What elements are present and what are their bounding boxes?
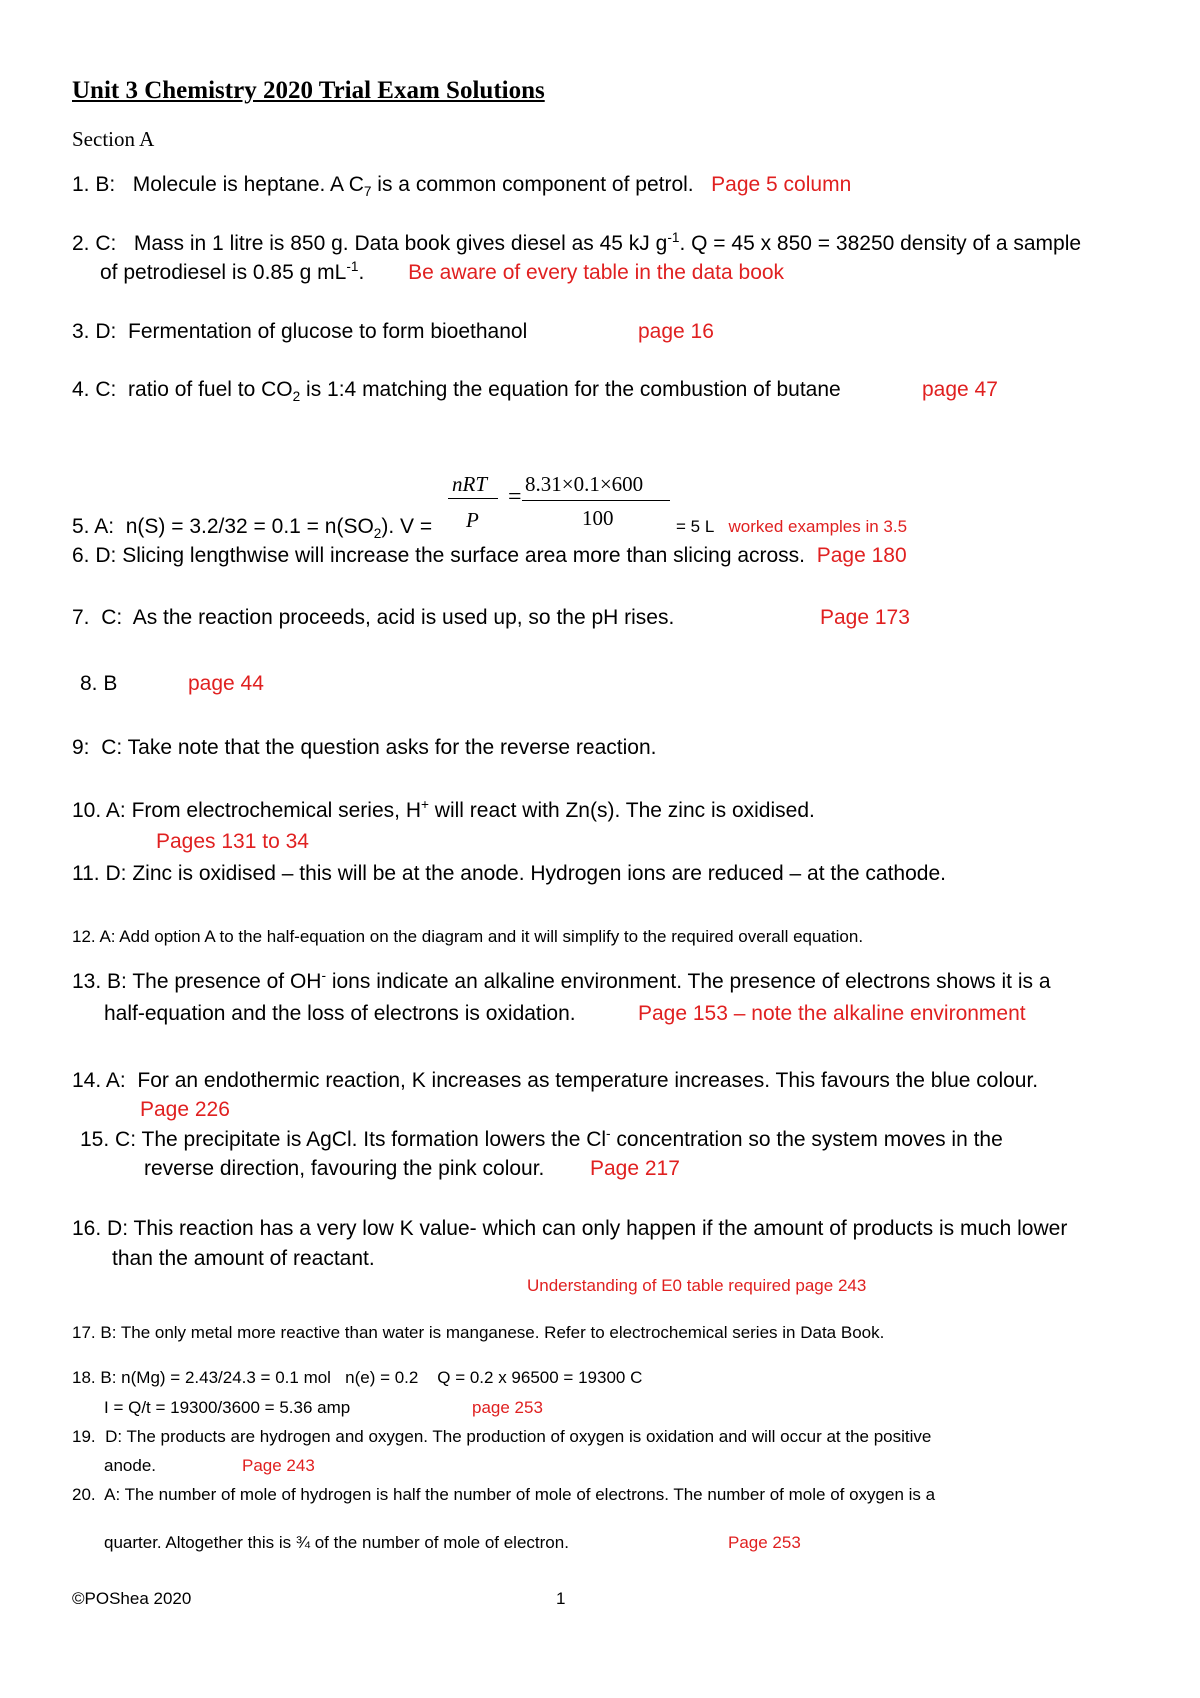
answer-q18-line2 <box>104 1397 350 1419</box>
answer-q7 <box>72 605 674 631</box>
q-num: 12. <box>72 927 96 946</box>
answer-q13-line2 <box>104 1001 576 1027</box>
q-text: Slicing lengthwise will increase the surface area more than slicing across. <box>122 544 806 567</box>
subscript: 7 <box>363 184 372 200</box>
q-num: 6. <box>72 544 90 567</box>
q-num: 18. <box>72 1368 96 1387</box>
q-ans: A: <box>99 927 116 946</box>
page-reference: page 44 <box>188 672 264 695</box>
q-ans: A: <box>105 1069 126 1092</box>
q-num: 5. <box>72 515 90 538</box>
answer-q15 <box>80 1127 1003 1153</box>
q-ans: C: <box>101 606 123 629</box>
q-text: The products are hydrogen and oxygen. The production of oxygen is oxidation and will occur at the positive <box>126 1427 932 1446</box>
answer-q19-line2 <box>104 1455 156 1477</box>
answer-q9 <box>72 735 656 761</box>
page-title: Unit 3 Chemistry 2020 Trial Exam Solutions <box>72 77 545 104</box>
q-text: The precipitate is AgCl. Its formation lowers the Cl <box>141 1128 607 1151</box>
answer-q2 <box>72 231 1081 257</box>
superscript: -1 <box>346 259 359 274</box>
q-num: 17. <box>72 1323 96 1342</box>
answer-q5 <box>72 514 432 540</box>
page-reference: page 253 <box>472 1398 543 1417</box>
page-reference: page 47 <box>922 378 998 401</box>
q-num: 3. <box>72 320 90 343</box>
q-text: As the reaction proceeds, acid is used up, so the pH rises. <box>132 606 675 629</box>
q-num: 14. <box>72 1069 102 1092</box>
q-text-cont: . <box>358 261 365 284</box>
subscript: 2 <box>292 389 301 405</box>
q-ans: C: <box>95 232 117 255</box>
q-num: 8. <box>80 672 98 695</box>
q-text-cont: is a common component of petrol. <box>371 173 694 196</box>
q-text: Fermentation of glucose to form bioethanol <box>128 320 528 343</box>
fraction-numerator-nrt: nRT <box>452 472 488 496</box>
q-ans: C: <box>101 736 123 759</box>
page-reference: Understanding of E0 table required page 243 <box>527 1276 867 1295</box>
q-text: Add option A to the half-equation on the diagram and it will simplify to the required overall equation. <box>119 927 864 946</box>
q-text-cont: concentration so the system moves in the <box>610 1128 1003 1151</box>
fraction-bar <box>448 498 498 499</box>
q-num: 15. <box>80 1128 110 1151</box>
q-text: From electrochemical series, H <box>131 799 421 822</box>
q-text: Mass in 1 litre is 850 g. Data book gives diesel as 45 kJ g <box>133 232 668 255</box>
q-text: Molecule is heptane. A C <box>132 173 364 196</box>
q-text-cont: ions indicate an alkaline environment. The presence of electrons shows it is a <box>326 970 1051 993</box>
q-num: 2. <box>72 232 90 255</box>
footer-copyright: ©POShea 2020 <box>72 1589 192 1608</box>
answer-q12 <box>72 926 863 948</box>
q-num: 1. <box>72 173 90 196</box>
q5-result: = 5 L <box>676 517 715 536</box>
answer-q13 <box>72 969 1051 995</box>
q-num: 11. <box>72 862 100 885</box>
fraction-denominator-p: P <box>466 508 479 532</box>
equals-sign: = <box>508 484 522 510</box>
q-text: I = Q/t = 19300/3600 = 5.36 amp <box>104 1398 351 1417</box>
q-text: Take note that the question asks for the reverse reaction. <box>127 736 657 759</box>
q-text: reverse direction, favouring the pink colour. <box>144 1157 545 1180</box>
fraction-numerator-values: 8.31×0.1×600 <box>525 472 644 496</box>
page-reference: Be aware of every table in the data book <box>408 261 785 284</box>
q-ans: A: <box>94 515 115 538</box>
q-ans: D: <box>95 544 117 567</box>
q-ans: C: <box>95 378 117 401</box>
answer-q10 <box>72 798 815 824</box>
page-reference: page 16 <box>638 320 714 343</box>
answer-q16 <box>72 1216 1067 1242</box>
superscript: + <box>420 797 429 812</box>
answer-q18 <box>72 1367 642 1389</box>
answer-q1 <box>72 172 851 198</box>
q-num: 19. <box>72 1427 96 1446</box>
q-num: 10. <box>72 799 102 822</box>
superscript: - <box>606 1126 611 1141</box>
q-num: 13. <box>72 970 102 993</box>
q-text: anode. <box>104 1456 156 1475</box>
answer-q20-line2 <box>104 1532 569 1554</box>
q-text-cont: is 1:4 matching the equation for the combustion of butane <box>300 378 841 401</box>
q-ans: D: <box>105 1427 123 1446</box>
answer-q14 <box>72 1068 1038 1094</box>
answer-q4 <box>72 377 841 403</box>
answer-q3 <box>72 319 527 345</box>
q-text: The number of mole of hydrogen is half the number of mole of electrons. The number of mole of oxygen is a <box>124 1485 936 1504</box>
q-num: 4. <box>72 378 90 401</box>
superscript: - <box>321 968 326 983</box>
page-reference: Page 217 <box>590 1157 680 1180</box>
subscript: 2 <box>373 526 382 542</box>
q-ans: B: <box>95 173 116 196</box>
answer-q6 <box>72 543 907 569</box>
page-reference: Page 5 column <box>711 173 852 196</box>
q-ans: B: <box>107 970 127 993</box>
answer-q17 <box>72 1322 884 1344</box>
page-reference: worked examples in 3.5 <box>728 517 908 536</box>
q-ans: D: <box>107 1217 129 1240</box>
superscript: -1 <box>667 230 680 245</box>
q-ans: C: <box>115 1128 137 1151</box>
q-num: 20. <box>72 1485 96 1504</box>
answer-q20 <box>72 1484 935 1506</box>
q-num: 16. <box>72 1217 102 1240</box>
answer-q19 <box>72 1426 931 1448</box>
q-text: Zinc is oxidised – this will be at the anode. Hydrogen ions are reduced – at the cathode. <box>132 862 946 885</box>
answer-q8 <box>80 671 117 697</box>
section-heading: Section A <box>72 127 155 151</box>
page-reference: Page 226 <box>140 1098 230 1121</box>
q-text: n(Mg) = 2.43/24.3 = 0.1 mol n(e) = 0.2 Q = 0.2 x 96500 = 19300 C <box>121 1368 643 1387</box>
answer-q5-result <box>676 516 907 538</box>
q-ans: B <box>103 672 118 695</box>
answer-q15-line2 <box>144 1156 544 1182</box>
fraction-bar <box>522 500 670 501</box>
q-text: ratio of fuel to CO <box>128 378 293 401</box>
page-reference: Page 253 <box>728 1533 801 1552</box>
page-reference: Pages 131 to 34 <box>156 830 309 853</box>
q-text: For an endothermic reaction, K increases as temperature increases. This favours the blue colour. <box>137 1069 1039 1092</box>
q-text: half-equation and the loss of electrons is oxidation. <box>104 1002 576 1025</box>
q-num: 9: <box>72 736 90 759</box>
q-text: The only metal more reactive than water is manganese. Refer to electrochemical series in Data Book. <box>120 1323 885 1342</box>
q-text-cont: . Q = 45 x 850 = 38250 density of a sample <box>679 232 1082 255</box>
page-reference: Page 153 – note the alkaline environment <box>638 1002 1026 1025</box>
answer-q2-line2 <box>100 260 784 286</box>
answer-q16-line2 <box>112 1246 375 1272</box>
q-text: The presence of OH <box>132 970 322 993</box>
footer-page-number: 1 <box>556 1589 566 1608</box>
answer-q11 <box>72 861 946 887</box>
q-ans: D: <box>105 862 127 885</box>
q-num: 7. <box>72 606 90 629</box>
page-reference: Page 173 <box>820 606 910 629</box>
q-text: n(S) = 3.2/32 = 0.1 = n(SO <box>125 515 374 538</box>
q-ans: A: <box>104 1485 121 1504</box>
q-ans: D: <box>95 320 117 343</box>
page-reference: Page 180 <box>816 544 907 567</box>
q-text: This reaction has a very low K value- which can only happen if the amount of products is much lower <box>133 1217 1068 1240</box>
q-ans: B: <box>100 1368 117 1387</box>
page-reference: Page 243 <box>242 1456 315 1475</box>
q-ans: A: <box>105 799 126 822</box>
q-text: than the amount of reactant. <box>112 1247 375 1270</box>
fraction-denominator-value: 100 <box>582 506 614 530</box>
q-text-cont: ). V = <box>381 515 433 538</box>
q-text: quarter. Altogether this is ¾ of the number of mole of electron. <box>104 1533 569 1552</box>
q-text-cont: will react with Zn(s). The zinc is oxidised. <box>428 799 815 822</box>
q-ans: B: <box>100 1323 117 1342</box>
q-text: of petrodiesel is 0.85 g mL <box>100 261 347 284</box>
